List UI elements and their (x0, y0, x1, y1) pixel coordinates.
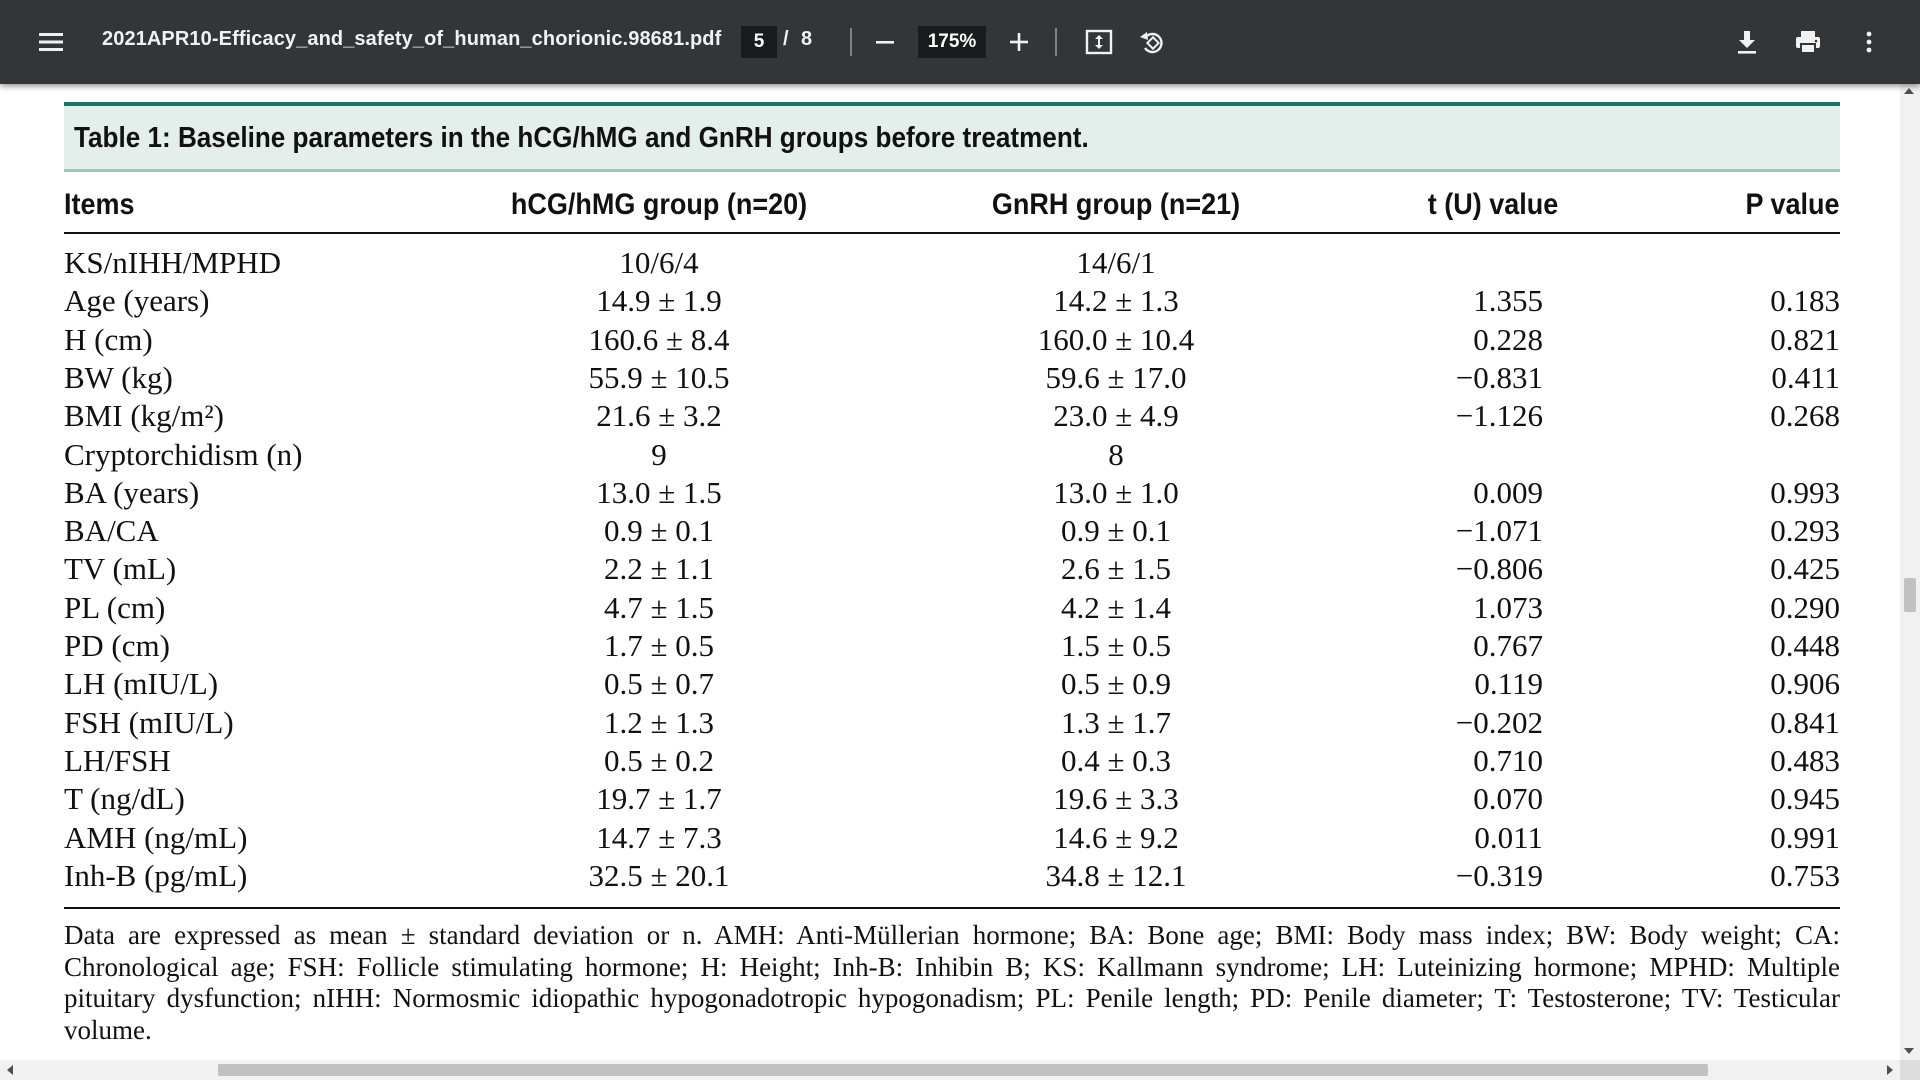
table-cell-t: −0.806 (1455, 551, 1543, 586)
table-cell-t: 0.228 (1473, 322, 1543, 357)
table-cell-item: Cryptorchidism (n) (64, 437, 303, 472)
table-cell-gnrh: 14.2 ± 1.3 (1053, 283, 1179, 318)
scroll-left-arrow-icon[interactable] (7, 1065, 13, 1075)
toolbar-divider (1055, 28, 1057, 56)
table-row (0, 550, 1900, 588)
table-cell-gnrh: 14.6 ± 9.2 (1053, 820, 1179, 855)
table-row (0, 857, 1900, 895)
scrollbar-corner (1900, 1060, 1920, 1080)
page-number-input[interactable]: 5 (741, 26, 777, 58)
column-header-p-value: P value (1745, 188, 1840, 221)
rotate-icon (1137, 27, 1167, 57)
table-cell-item: PL (cm) (64, 590, 166, 625)
table-cell-item: AMH (ng/mL) (64, 820, 248, 855)
table-cell-p: 0.268 (1770, 398, 1840, 433)
table-cell-p: 0.991 (1770, 820, 1840, 855)
table-footnote: Data are expressed as mean ± standard deviation or n. AMH: Anti-Müllerian hormone; BA: Bone age; BMI: Body mass index; BW: Body weight; CA: Chronological age; FSH: Follicle stimulating hormone; H: Height; Inh-B: Inhibin B; KS: Kallmann syndrome; LH: Luteinizing hormone; MPHD: Multiple pituitary dysfunction; nIHH: Normosmic idiopathic hypogonadotropic hypogonadism; PL: Penile length; PD: Penile diameter; T: Testosterone; TV: Testicular volume. (64, 920, 1840, 1045)
zoom-out-button[interactable] (867, 22, 903, 62)
column-header-hcg-group: hCG/hMG group (n=20) (510, 188, 808, 221)
table-cell-t: 0.767 (1473, 628, 1543, 663)
table-row (0, 819, 1900, 857)
table-cell-item: BMI (kg/m²) (64, 398, 224, 433)
table-row (0, 397, 1900, 435)
table-cell-p: 0.821 (1770, 322, 1840, 357)
zoom-in-icon (1008, 31, 1030, 53)
table-bottom-rule (64, 907, 1840, 909)
table-cell-p: 0.906 (1770, 666, 1840, 701)
table-cell-hcg: 13.0 ± 1.5 (596, 475, 722, 510)
table-cell-p: 0.293 (1770, 513, 1840, 548)
table-cell-t: 1.073 (1473, 590, 1543, 625)
table-cell-p: 0.183 (1770, 283, 1840, 318)
fit-to-page-button[interactable] (1080, 22, 1118, 62)
table-cell-t: −1.071 (1455, 513, 1543, 548)
table-cell-t: 1.355 (1473, 283, 1543, 318)
table-cell-p: 0.411 (1771, 360, 1840, 395)
table-cell-hcg: 1.2 ± 1.3 (603, 705, 715, 740)
more-actions-button[interactable] (1852, 22, 1886, 62)
table-cell-gnrh: 2.6 ± 1.5 (1060, 551, 1172, 586)
horizontal-scrollbar[interactable] (0, 1060, 1900, 1080)
table-cell-hcg: 0.9 ± 0.1 (603, 513, 715, 548)
table-cell-item: Inh-B (pg/mL) (64, 858, 248, 893)
zoom-in-button[interactable] (1000, 22, 1038, 62)
table-cell-gnrh: 4.2 ± 1.4 (1060, 590, 1172, 625)
table-cell-hcg: 14.9 ± 1.9 (596, 283, 722, 318)
scroll-down-arrow-icon[interactable] (1904, 1048, 1914, 1054)
table-row (0, 589, 1900, 627)
table-cell-hcg: 2.2 ± 1.1 (603, 551, 715, 586)
vertical-scrollbar[interactable] (1900, 84, 1920, 1060)
table-caption: Table 1: Baseline parameters in the hCG/hMG and GnRH groups before treatment. (74, 122, 1089, 154)
table-row (0, 244, 1900, 282)
table-cell-hcg: 55.9 ± 10.5 (588, 360, 730, 395)
zoom-out-icon (874, 31, 896, 53)
horizontal-scrollbar-thumb[interactable] (218, 1064, 1708, 1076)
vertical-scrollbar-thumb[interactable] (1904, 578, 1916, 612)
table-cell-hcg: 4.7 ± 1.5 (603, 590, 715, 625)
table-cell-hcg: 0.5 ± 0.2 (603, 743, 715, 778)
table-cell-t: 0.710 (1473, 743, 1543, 778)
column-header-items: Items (64, 188, 135, 221)
table-cell-gnrh: 14/6/1 (1076, 245, 1156, 280)
table-cell-t: 0.119 (1474, 666, 1543, 701)
table-row (0, 512, 1900, 550)
download-button[interactable] (1727, 22, 1767, 62)
table-cell-p: 0.993 (1770, 475, 1840, 510)
table-row (0, 359, 1900, 397)
rotate-button[interactable] (1132, 22, 1172, 62)
table-cell-t: −0.319 (1455, 858, 1543, 893)
table-cell-item: H (cm) (64, 322, 153, 357)
table-cell-gnrh: 19.6 ± 3.3 (1053, 781, 1179, 816)
table-cell-p: 0.841 (1770, 705, 1840, 740)
table-row (0, 704, 1900, 742)
table-cell-item: KS/nIHH/MPHD (64, 245, 282, 280)
table-cell-t: 0.009 (1473, 475, 1543, 510)
table-cell-p: 0.945 (1770, 781, 1840, 816)
table-cell-gnrh: 0.9 ± 0.1 (1060, 513, 1172, 548)
table-row (0, 282, 1900, 320)
menu-button[interactable] (30, 22, 72, 62)
table-cell-hcg: 32.5 ± 20.1 (588, 858, 730, 893)
download-icon (1735, 29, 1759, 55)
table-cell-hcg: 10/6/4 (619, 245, 699, 280)
table-cell-t: −1.126 (1455, 398, 1543, 433)
total-pages: 8 (801, 28, 813, 50)
print-button[interactable] (1788, 22, 1828, 62)
table-cell-p: 0.425 (1770, 551, 1840, 586)
table-cell-gnrh: 160.0 ± 10.4 (1037, 322, 1195, 357)
menu-icon (38, 31, 64, 53)
scroll-right-arrow-icon[interactable] (1887, 1065, 1893, 1075)
table-cell-item: Age (years) (64, 283, 210, 318)
table-row (0, 627, 1900, 665)
table-row (0, 780, 1900, 818)
table-cell-gnrh: 1.3 ± 1.7 (1060, 705, 1172, 740)
table-cell-gnrh: 59.6 ± 17.0 (1045, 360, 1187, 395)
table-cell-item: LH/FSH (64, 743, 171, 778)
table-cell-item: BA (years) (64, 475, 200, 510)
table-cell-item: T (ng/dL) (64, 781, 185, 816)
table-cell-hcg: 0.5 ± 0.7 (603, 666, 715, 701)
table-cell-item: PD (cm) (64, 628, 170, 663)
table-cell-p: 0.290 (1770, 590, 1840, 625)
pdf-page-viewport[interactable] (0, 84, 1900, 1060)
table-row (0, 665, 1900, 703)
table-cell-item: BA/CA (64, 513, 159, 548)
table-cell-gnrh: 1.5 ± 0.5 (1060, 628, 1172, 663)
table-cell-hcg: 19.7 ± 1.7 (596, 781, 722, 816)
table-row (0, 742, 1900, 780)
scroll-up-arrow-icon[interactable] (1904, 88, 1914, 94)
table-caption-bar (64, 102, 1840, 172)
page-separator: / (783, 28, 789, 50)
fit-page-icon (1085, 29, 1113, 55)
table-cell-p: 0.753 (1770, 858, 1840, 893)
table-cell-t: 0.011 (1474, 820, 1543, 855)
table-cell-item: BW (kg) (64, 360, 173, 395)
table-cell-p: 0.483 (1770, 743, 1840, 778)
table-header-rule (64, 232, 1840, 234)
table-cell-hcg: 21.6 ± 3.2 (596, 398, 722, 433)
table-cell-item: TV (mL) (64, 551, 177, 586)
file-title: 2021APR10-Efficacy_and_safety_of_human_chorionic.98681.pdf (102, 28, 722, 50)
table-cell-gnrh: 34.8 ± 12.1 (1045, 858, 1187, 893)
table-cell-t: 0.070 (1473, 781, 1543, 816)
table-row (0, 436, 1900, 474)
zoom-level-input[interactable]: 175% (918, 26, 986, 58)
table-row (0, 321, 1900, 359)
table-cell-hcg: 9 (651, 437, 667, 472)
table-cell-gnrh: 23.0 ± 4.9 (1053, 398, 1179, 433)
table-cell-gnrh: 0.5 ± 0.9 (1060, 666, 1172, 701)
table-cell-t: −0.202 (1455, 705, 1543, 740)
table-cell-hcg: 160.6 ± 8.4 (588, 322, 730, 357)
table-cell-item: LH (mIU/L) (64, 666, 219, 701)
column-header-gnrh-group: GnRH group (n=21) (991, 188, 1241, 221)
table-cell-hcg: 1.7 ± 0.5 (603, 628, 715, 663)
table-cell-gnrh: 8 (1108, 437, 1124, 472)
table-cell-item: FSH (mIU/L) (64, 705, 234, 740)
more-vert-icon (1865, 30, 1873, 54)
table-cell-hcg: 14.7 ± 7.3 (596, 820, 722, 855)
table-cell-gnrh: 0.4 ± 0.3 (1060, 743, 1172, 778)
table-row (0, 474, 1900, 512)
table-cell-t: −0.831 (1455, 360, 1543, 395)
table-cell-p: 0.448 (1770, 628, 1840, 663)
print-icon (1794, 29, 1822, 55)
table-cell-gnrh: 13.0 ± 1.0 (1053, 475, 1179, 510)
toolbar-divider (850, 28, 852, 56)
pdf-toolbar (0, 0, 1920, 84)
column-header-t-value: t (U) value (1427, 188, 1559, 221)
